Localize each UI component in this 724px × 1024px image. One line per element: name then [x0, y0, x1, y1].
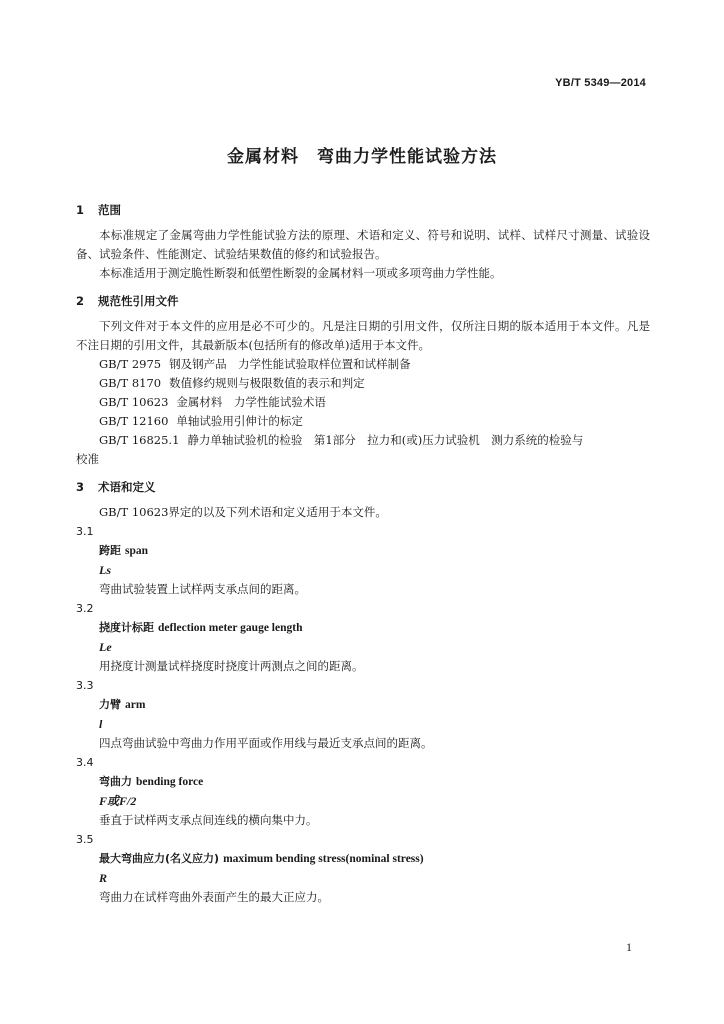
- reference-code: GB/T 16825.1: [99, 433, 180, 447]
- term-name-en: span: [125, 545, 149, 557]
- reference-code: GB/T 2975: [99, 357, 162, 371]
- term-name-zh: 挠度计标距: [99, 621, 154, 634]
- title-part-1: 金属材料: [227, 147, 299, 167]
- reference-title-continued: 校准: [76, 452, 99, 466]
- reference-code: GB/T 12160: [99, 414, 169, 428]
- term-definition: 弯曲试验装置上试样两支承点间的距离。: [99, 582, 306, 596]
- section-number: 2: [76, 294, 85, 308]
- reference-item: [76, 431, 650, 450]
- term-symbol: Le: [99, 640, 112, 654]
- term-name-zh: 跨距: [99, 544, 121, 557]
- term-name: [76, 772, 650, 792]
- paragraph: 本标准规定了金属弯曲力学性能试验方法的原理、术语和定义、符号和说明、试样、试样尺寸测量、试验设备、试验条件、性能测定、试验结果数值的修约和试验报告。: [76, 228, 650, 261]
- reference-item: [76, 393, 650, 412]
- term-number: 3.3: [76, 679, 94, 692]
- term-name: [76, 541, 650, 561]
- term-number: 3.4: [76, 756, 94, 769]
- term-name-zh: 力臂: [99, 698, 121, 711]
- reference-title: 数值修约规则与极限数值的表示和判定: [169, 376, 365, 390]
- term-name-en: bending force: [136, 776, 204, 788]
- document-body: [76, 200, 650, 907]
- section-heading-1: [76, 200, 650, 220]
- term-name-en: arm: [125, 699, 146, 711]
- reference-code: GB/T 10623: [99, 395, 169, 409]
- section-title: 术语和定义: [98, 480, 156, 494]
- term-number: 3.5: [76, 833, 94, 846]
- section-number: 1: [76, 203, 85, 217]
- paragraph: 下列文件对于本文件的应用是必不可少的。凡是注日期的引用文件，仅所注日期的版本适用于本文件。凡是不注日期的引用文件，其最新版本(包括所有的修改单)适用于本文件。: [76, 319, 650, 352]
- reference-item: [76, 355, 650, 374]
- standard-number: YB/T 5349—2014: [555, 77, 646, 89]
- paragraph: 本标准适用于测定脆性断裂和低塑性断裂的金属材料一项或多项弯曲力学性能。: [99, 266, 502, 280]
- reference-title: 钢及钢产品 力学性能试验取样位置和试样制备: [169, 357, 411, 371]
- reference-title: 单轴试验用引伸计的标定: [176, 414, 303, 428]
- term-name-zh: 弯曲力: [99, 775, 132, 788]
- reference-title: 金属材料 力学性能试验术语: [176, 395, 326, 409]
- page-number: 1: [626, 940, 632, 954]
- section-title: 范围: [98, 203, 121, 217]
- term-name-en: maximum bending stress(nominal stress): [223, 853, 424, 865]
- term-symbol: l: [99, 717, 103, 731]
- term-definition: 用挠度计测量试样挠度时挠度计两测点之间的距离。: [99, 659, 364, 673]
- term-name: [76, 618, 650, 638]
- term-definition: 弯曲力在试样弯曲外表面产生的最大正应力。: [99, 890, 329, 904]
- term-name: [76, 849, 650, 869]
- reference-title: 静力单轴试验机的检验 第1部分 拉力和(或)压力试验机 测力系统的检验与: [187, 433, 584, 447]
- term-symbol: F或F/2: [99, 794, 137, 808]
- reference-item: [76, 412, 650, 431]
- document-title: [0, 142, 724, 167]
- term-name-en: deflection meter gauge length: [158, 622, 303, 634]
- section-heading-2: [76, 291, 650, 311]
- term-number: 3.2: [76, 602, 94, 615]
- term-symbol: R: [99, 871, 108, 885]
- term-definition: 四点弯曲试验中弯曲力作用平面或作用线与最近支承点间的距离。: [99, 736, 433, 750]
- reference-code: GB/T 8170: [99, 376, 162, 390]
- section-title: 规范性引用文件: [98, 294, 179, 308]
- section-heading-3: [76, 477, 650, 497]
- term-number: 3.1: [76, 525, 94, 538]
- section-number: 3: [76, 480, 85, 494]
- term-name-zh: 最大弯曲应力(名义应力): [99, 852, 220, 865]
- reference-item: [76, 374, 650, 393]
- paragraph: GB/T 10623界定的以及下列术语和定义适用于本文件。: [99, 505, 387, 519]
- term-symbol: Ls: [99, 563, 111, 577]
- term-name: [76, 695, 650, 715]
- term-definition: 垂直于试样两支承点间连线的横向集中力。: [99, 813, 318, 827]
- title-part-2: 弯曲力学性能试验方法: [317, 147, 497, 167]
